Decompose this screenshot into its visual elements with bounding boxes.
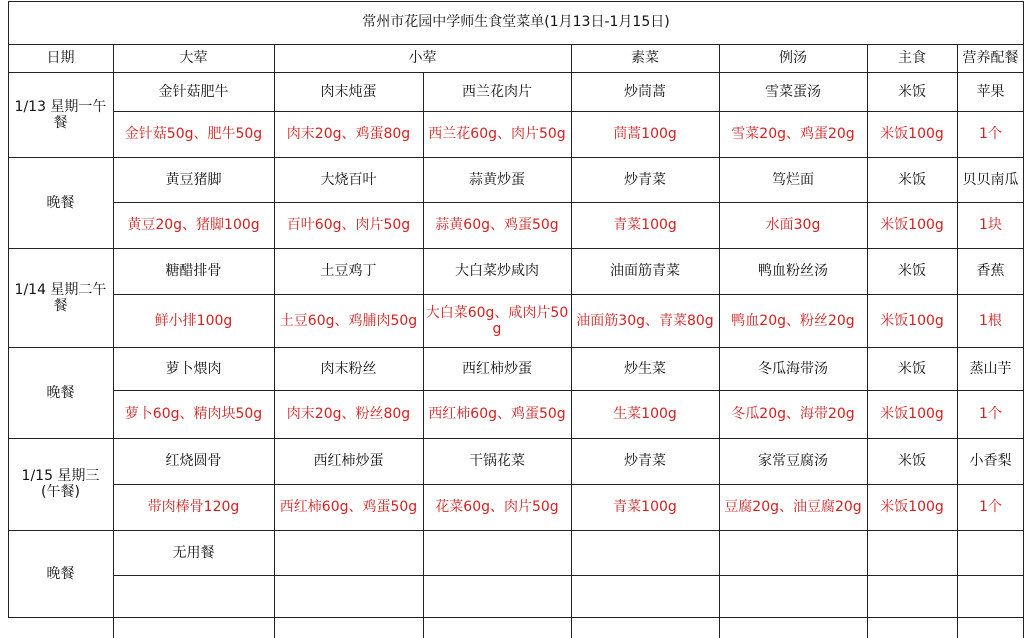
dish-name: 西兰花肉片 xyxy=(462,83,532,100)
dish-name: 蒜黄炒蛋 xyxy=(469,171,525,188)
grid-line-horizontal xyxy=(8,248,1024,249)
dish-portion: 1个 xyxy=(979,499,1002,515)
grid-line-vertical xyxy=(867,44,868,638)
grid-line-horizontal xyxy=(8,347,1024,348)
dish-portion: 花菜60g、肉片50g xyxy=(435,499,559,515)
dish-portion: 生菜100g xyxy=(613,406,677,422)
dish-name xyxy=(423,530,571,575)
grid-line-horizontal xyxy=(113,202,1024,203)
dish-portion: 百叶60g、肉片50g xyxy=(286,217,411,233)
dish-name: 冬瓜海带汤 xyxy=(758,360,828,377)
dish-name: 家常豆腐汤 xyxy=(758,453,828,469)
dish-name: 米饭 xyxy=(898,263,926,279)
dish-name: 萝卜煨肉 xyxy=(165,360,222,377)
grid-line-horizontal xyxy=(113,484,1024,485)
dish-name: 蒸山芋 xyxy=(969,360,1012,377)
dish-portion: 鸭血20g、粉丝20g xyxy=(731,312,855,329)
dish-portion: 雪菜20g、鸡蛋20g xyxy=(731,126,855,142)
dish-name: 笃烂面 xyxy=(772,171,814,188)
meal-label: 1/13 星期一午餐 xyxy=(14,98,107,131)
dish-portion: 西红柿60g、鸡蛋50g xyxy=(428,406,566,422)
dish-name: 无用餐 xyxy=(172,544,215,561)
grid-line-horizontal xyxy=(8,44,1024,45)
dish-portion: 米饭100g xyxy=(880,406,944,422)
header-date: 日期 xyxy=(46,50,75,66)
dish-name: 糖醋排骨 xyxy=(165,263,222,279)
dish-portion: 油面筋30g、青菜80g xyxy=(576,312,714,329)
dish-name: 小香梨 xyxy=(969,453,1012,469)
dish-portion xyxy=(571,575,719,617)
meal-label: 晚餐 xyxy=(46,194,75,211)
dish-name: 香蕉 xyxy=(976,263,1005,279)
grid-line-horizontal xyxy=(8,72,1024,73)
dish-name xyxy=(719,530,867,575)
dish-name: 米饭 xyxy=(898,83,926,100)
grid-line-vertical xyxy=(571,44,572,638)
meal-label: 晚餐 xyxy=(46,384,75,401)
dish-name: 土豆鸡丁 xyxy=(320,263,377,279)
header-nutrition: 营养配餐 xyxy=(962,50,1019,66)
dish-portion xyxy=(957,575,1024,617)
grid-line-vertical xyxy=(274,44,275,638)
dish-portion: 冬瓜20g、海带20g xyxy=(731,406,855,422)
dish-name: 米饭 xyxy=(898,453,926,469)
dish-portion: 土豆60g、鸡脯肉50g xyxy=(279,312,418,329)
menu-title: 常州市花园中学师生食堂菜单(1月13日-1月15日) xyxy=(362,14,670,30)
header-vegetable: 素菜 xyxy=(631,50,659,66)
dish-name: 干锅花菜 xyxy=(469,453,525,469)
dish-name: 肉末粉丝 xyxy=(320,360,377,377)
dish-portion: 鲜小排100g xyxy=(154,312,233,329)
header-soup: 例汤 xyxy=(779,50,807,66)
dish-name: 肉末炖蛋 xyxy=(320,83,377,100)
dish-portion: 西兰花60g、肉片50g xyxy=(428,126,566,142)
dish-portion: 米饭100g xyxy=(880,312,944,329)
dish-portion xyxy=(719,575,867,617)
grid-line-horizontal xyxy=(8,617,1024,618)
dish-name: 雪菜蛋汤 xyxy=(765,83,821,100)
dish-portion: 蒜黄60g、鸡蛋50g xyxy=(435,217,559,233)
dish-name: 鸭血粉丝汤 xyxy=(758,263,828,279)
grid-line-horizontal xyxy=(113,294,1024,295)
header-big-meat: 大荤 xyxy=(179,50,208,66)
dish-portion xyxy=(867,575,957,617)
dish-portion: 肉末20g、粉丝80g xyxy=(286,406,411,422)
dish-portion xyxy=(423,575,571,617)
meal-label: 1/14 星期二午餐 xyxy=(14,281,107,314)
dish-portion: 米饭100g xyxy=(880,217,944,233)
header-small-meat: 小荤 xyxy=(408,50,437,66)
dish-name: 金针菇肥牛 xyxy=(158,83,229,100)
dish-name: 黄豆猪脚 xyxy=(165,171,222,188)
dish-name xyxy=(957,530,1024,575)
grid-line-horizontal xyxy=(8,157,1024,158)
dish-name: 西红柿炒蛋 xyxy=(462,360,532,377)
dish-portion: 带肉棒骨120g xyxy=(147,499,240,515)
grid-line-horizontal xyxy=(8,438,1024,439)
grid-line-horizontal xyxy=(8,1,1024,2)
dish-portion: 西红柿60g、鸡蛋50g xyxy=(279,499,418,515)
dish-name: 炒生菜 xyxy=(624,360,666,377)
grid-line-vertical xyxy=(719,44,720,638)
dish-portion xyxy=(113,575,274,617)
dish-name: 红烧圆骨 xyxy=(165,453,222,469)
grid-line-horizontal xyxy=(113,575,1024,576)
grid-line-horizontal xyxy=(113,111,1024,112)
dish-name: 炒青菜 xyxy=(624,171,666,188)
dish-name xyxy=(867,530,957,575)
dish-name xyxy=(274,530,423,575)
dish-name: 贝贝南瓜 xyxy=(962,171,1019,188)
dish-portion: 1个 xyxy=(979,406,1002,422)
grid-line-vertical xyxy=(423,72,424,638)
dish-portion: 米饭100g xyxy=(880,499,944,515)
dish-portion: 1根 xyxy=(979,312,1002,329)
meal-label: 晚餐 xyxy=(46,565,75,582)
dish-name: 炒茼蒿 xyxy=(624,83,666,100)
dish-portion xyxy=(274,575,423,617)
dish-name: 米饭 xyxy=(898,171,926,188)
dish-portion: 萝卜60g、精肉块50g xyxy=(124,406,263,422)
dish-portion: 金针菇50g、肥牛50g xyxy=(124,126,263,142)
dish-portion: 米饭100g xyxy=(880,126,944,142)
dish-portion: 肉末20g、鸡蛋80g xyxy=(286,126,411,142)
dish-name: 大烧百叶 xyxy=(320,171,377,188)
dish-portion: 青菜100g xyxy=(613,499,677,515)
grid-line-horizontal xyxy=(113,390,1024,391)
dish-portion: 水面30g xyxy=(765,217,821,233)
grid-line-horizontal xyxy=(8,530,1024,531)
meal-label: 1/15 星期三(午餐) xyxy=(21,468,100,500)
dish-name: 大白菜炒咸肉 xyxy=(455,263,539,279)
grid-line-vertical xyxy=(8,1,9,618)
dish-portion: 1块 xyxy=(979,217,1002,233)
dish-name: 炒青菜 xyxy=(624,453,666,469)
header-staple: 主食 xyxy=(898,50,926,66)
dish-name: 西红柿炒蛋 xyxy=(313,453,384,469)
dish-name: 苹果 xyxy=(976,83,1005,100)
dish-portion: 大白菜60g、咸肉片50g xyxy=(425,304,569,337)
dish-name: 米饭 xyxy=(898,360,926,377)
grid-line-vertical xyxy=(113,44,114,638)
grid-line-vertical xyxy=(957,44,958,638)
dish-name: 油面筋青菜 xyxy=(610,263,680,279)
dish-portion: 豆腐20g、油豆腐20g xyxy=(724,499,862,515)
dish-portion: 青菜100g xyxy=(613,217,677,233)
dish-portion: 茼蒿100g xyxy=(613,126,677,142)
dish-portion: 1个 xyxy=(979,126,1002,142)
dish-name xyxy=(571,530,719,575)
dish-portion: 黄豆20g、猪脚100g xyxy=(127,217,260,233)
